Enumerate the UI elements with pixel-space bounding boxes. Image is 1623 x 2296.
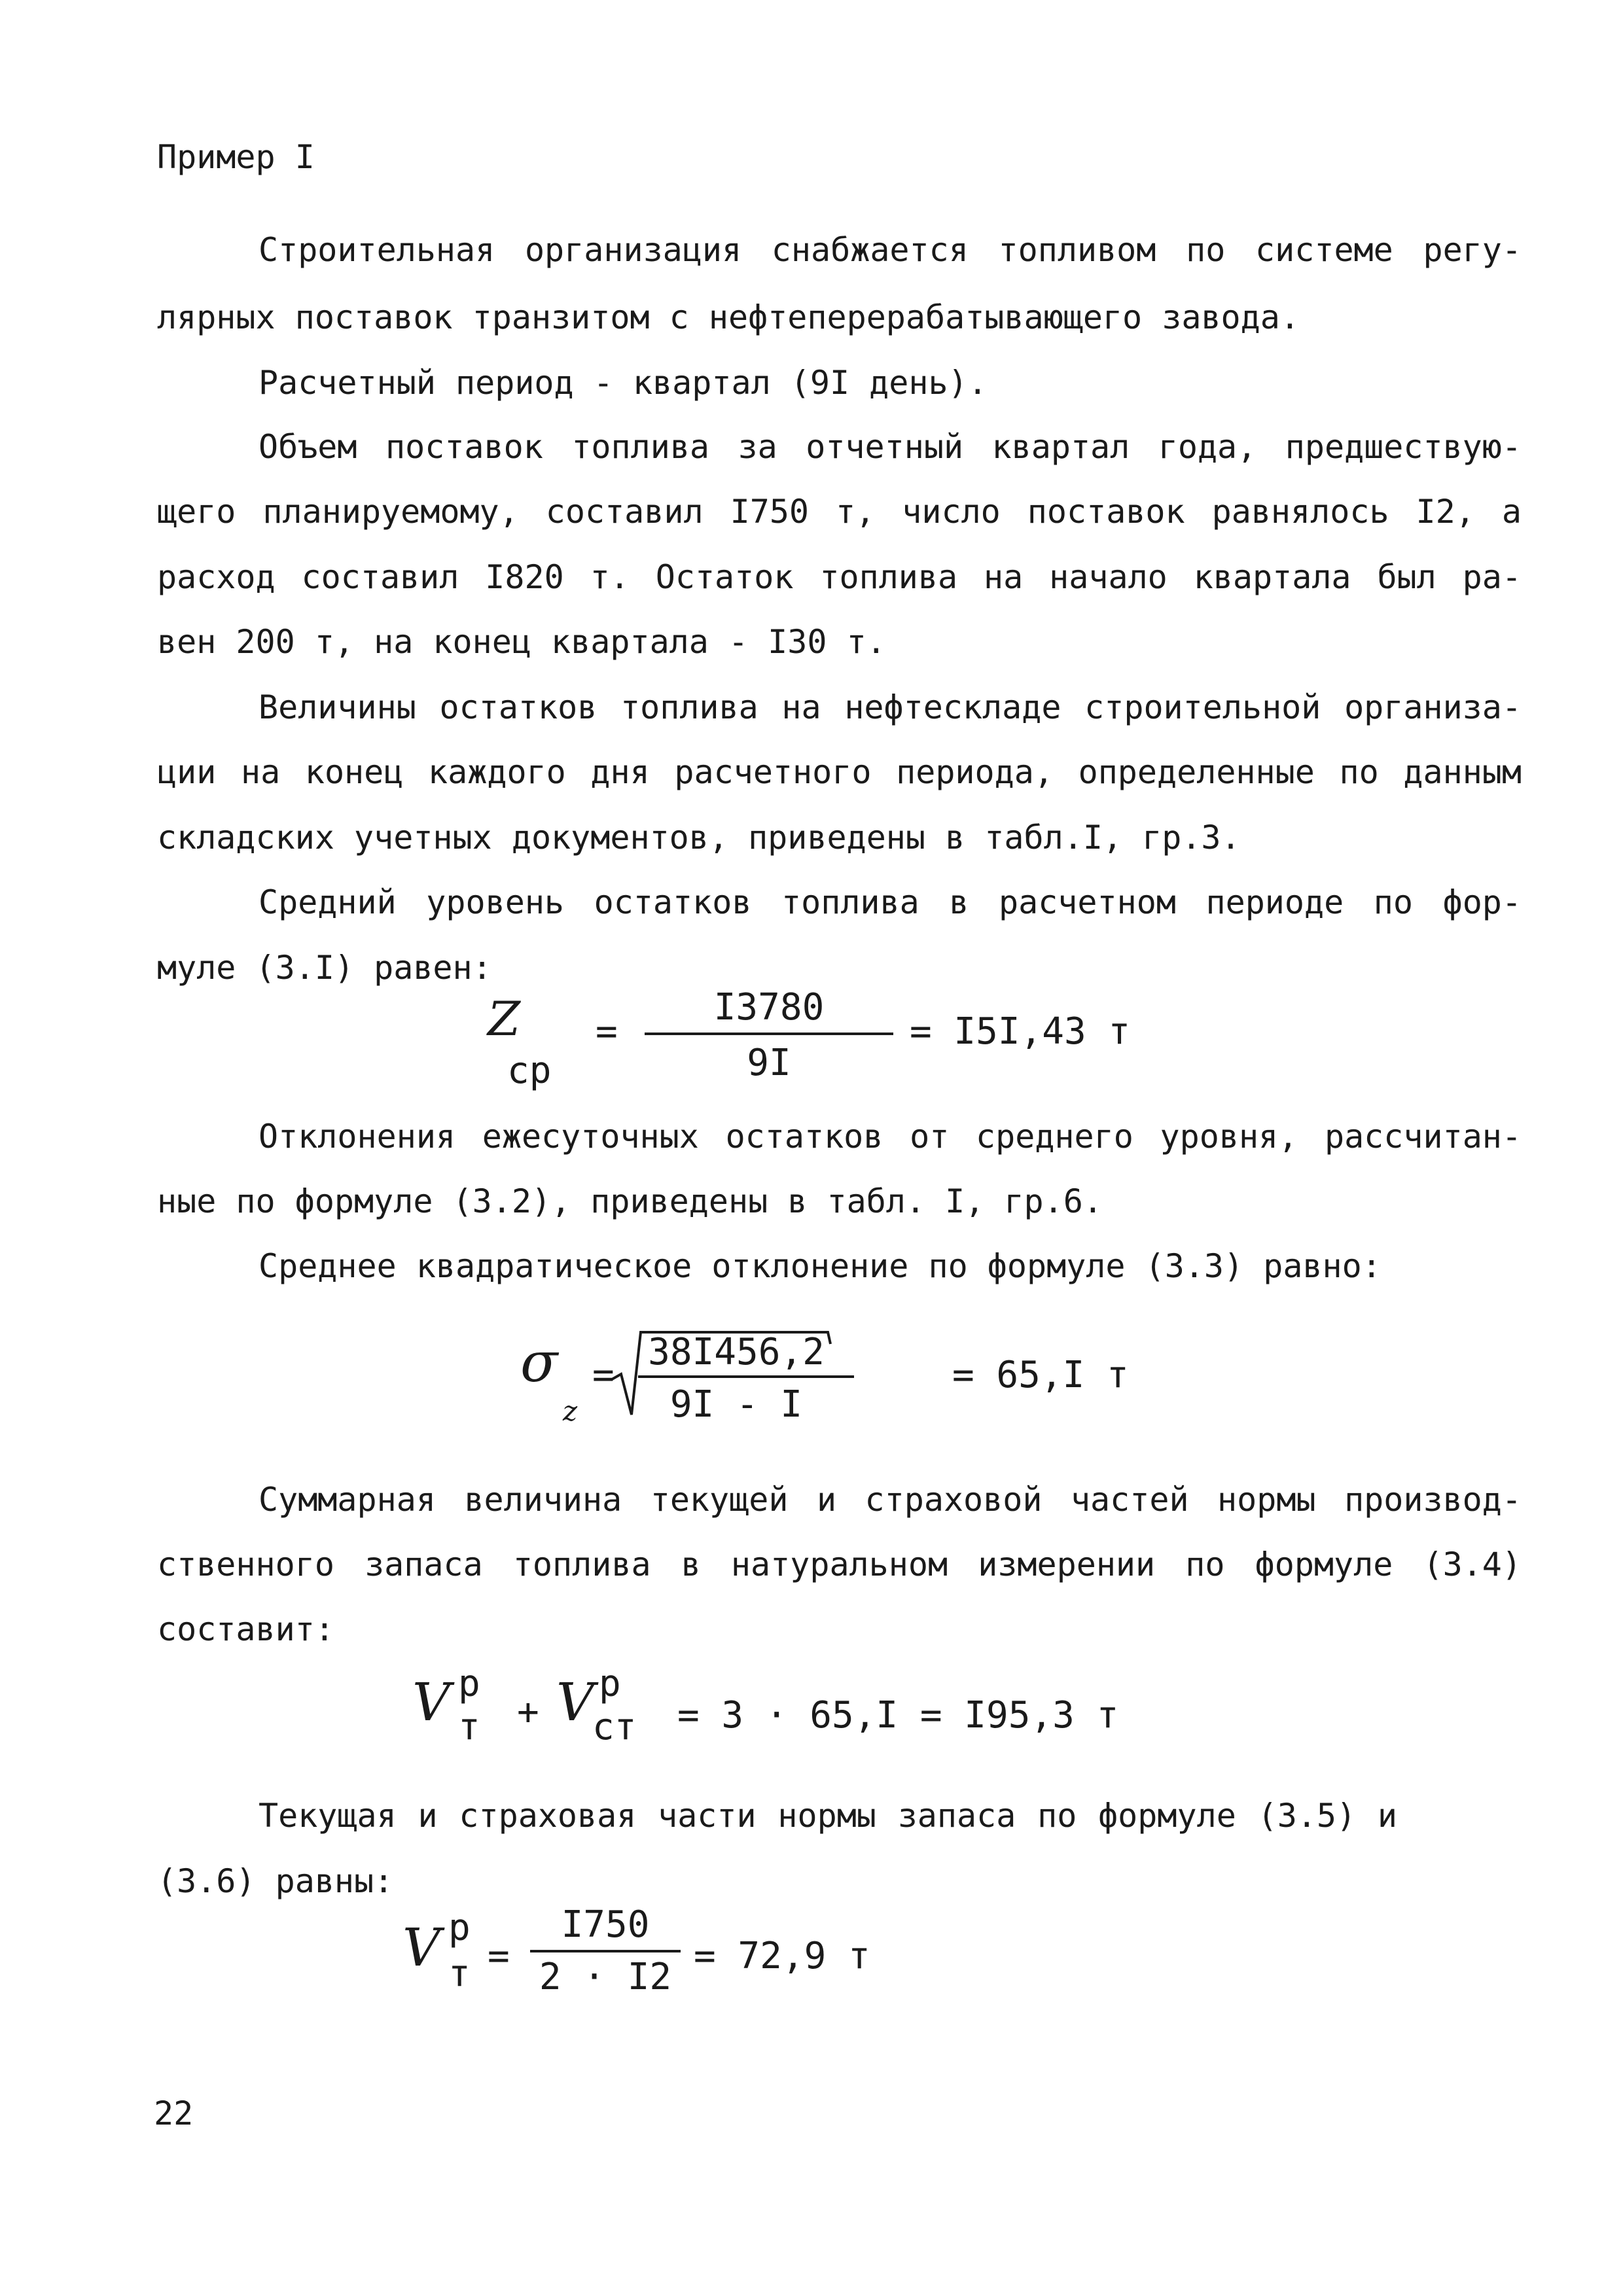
equals-sign: = [596,1010,618,1053]
paragraph-line: Отклонения ежесуточных остатков от среднего уровня, рассчитан- [259,1118,1522,1156]
z-symbol: Z [488,991,521,1046]
equals-sign: = [488,1935,510,1977]
example-heading: Пример I [157,138,315,176]
sigma-symbol: σ [520,1330,558,1394]
paragraph-line: Текущая и страховая части нормы запаса по формуле (3.5) и [259,1797,1397,1835]
paragraph-line: Суммарная величина текущей и страховой частей нормы производ- [259,1481,1522,1519]
equals-sign: = [592,1354,615,1396]
subscript: т [448,1952,471,1995]
paragraph-line: Строительная организация снабжается топливом по системе регу- [259,231,1522,269]
subscript: z [563,1395,578,1427]
subscript: ст [592,1706,637,1748]
superscript: р [448,1907,471,1949]
paragraph-line: ции на конец каждого дня расчетного периода, определенные по данным [157,753,1522,791]
denominator: 9I [747,1042,791,1084]
v-symbol: V [412,1672,450,1733]
paragraph-line: муле (3.I) равен: [157,949,492,987]
subscript: ср [507,1050,552,1092]
fraction-bar [530,1950,681,1952]
fraction-bar [645,1033,893,1035]
paragraph-line: ные по формуле (3.2), приведены в табл. I, гр.6. [157,1182,1103,1220]
paragraph-line: вен 200 т, на конец квартала - I30 т. [157,623,886,661]
paragraph-line: щего планируемому, составил I750 т, число поставок равнялось I2, а [157,493,1522,531]
numerator: I750 [561,1903,650,1946]
result: = I5I,43 т [910,1010,1131,1053]
paragraph-line: лярных поставок транзитом с нефтеперерабатывающего завода. [157,298,1300,336]
paragraph-line: Среднее квадратическое отклонение по формуле (3.3) равно: [259,1247,1382,1285]
v-symbol: V [402,1917,440,1978]
paragraph-line: ственного запаса топлива в натуральном измерении по формуле (3.4) [157,1545,1522,1583]
paragraph-line: Объем поставок топлива за отчетный квартал года, предшествую- [259,428,1522,466]
subscript: т [458,1706,480,1748]
numerator: I3780 [713,986,825,1029]
paragraph-line: складских учетных документов, приведены в табл.I, гр.3. [157,819,1241,857]
page-number: 22 [154,2094,194,2132]
v-symbol: V [556,1672,594,1733]
denominator: 2 · I2 [539,1956,672,1998]
denominator: 9I - I [669,1383,803,1426]
paragraph-line: расход составил I820 т. Остаток топлива на начало квартала был ра- [157,558,1522,596]
paragraph-line: Величины остатков топлива на нефтескладе строительной организа- [259,688,1522,726]
plus-sign: + [517,1691,539,1733]
result: = 72,9 т [694,1935,870,1977]
paragraph-line: (3.6) равны: [157,1862,394,1900]
numerator: 38I456,2 [648,1331,825,1373]
paragraph-line: Расчетный период - квартал (9I день). [259,364,988,402]
paragraph-line: Средний уровень остатков топлива в расчетном периоде по фор- [259,883,1522,921]
superscript: р [599,1663,621,1705]
result: = 65,I т [952,1354,1129,1396]
fraction-bar [638,1375,854,1378]
result: = 3 · 65,I = I95,3 т [677,1694,1119,1737]
superscript: р [458,1663,480,1705]
paragraph-line: составит: [157,1610,334,1648]
